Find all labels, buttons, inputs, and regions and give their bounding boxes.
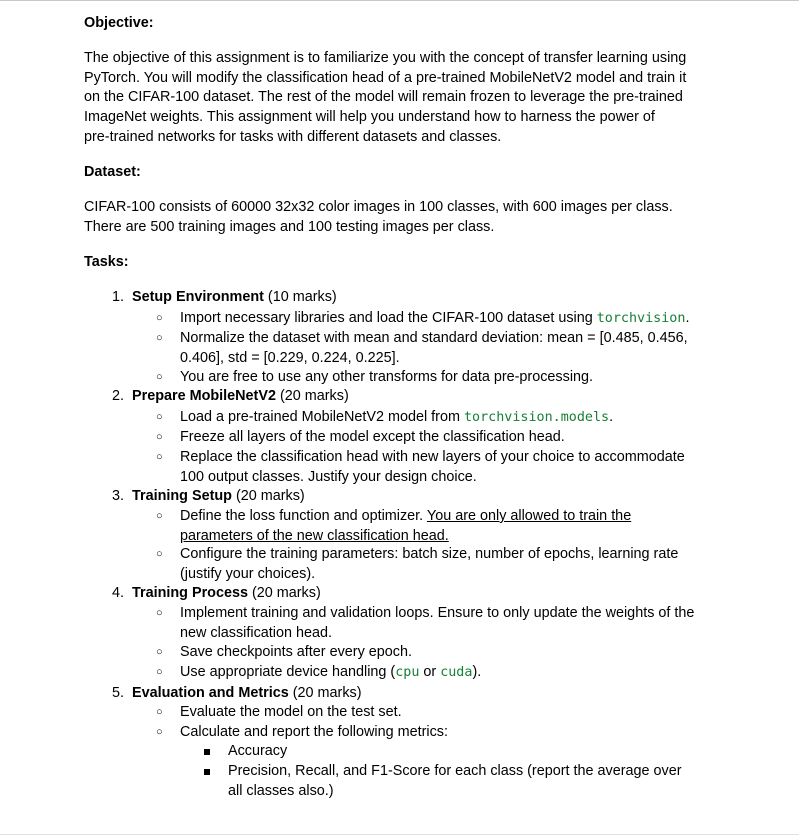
metric-text: all classes also.): [228, 783, 334, 799]
subtask-text: ).: [472, 664, 482, 680]
subtask-text: Load a pre-trained MobileNetV2 model from: [180, 409, 464, 425]
subtask-text: 100 output classes. Justify your design choice.: [180, 469, 477, 485]
top-divider: [0, 0, 799, 1]
subtask-text: .: [685, 310, 690, 326]
subtask-text: new classification head.: [180, 625, 332, 641]
objective-line: pre-trained networks for tasks with different datasets and classes.: [84, 129, 502, 145]
hollow-bullet-icon: ○: [156, 411, 163, 423]
task-marks: (20 marks): [275, 388, 349, 404]
subtask-text: .: [609, 409, 614, 425]
subtask-text: Define the loss function and optimizer.: [180, 508, 427, 524]
objective-line: ImageNet weights. This assignment will help you understand how to harness the power of: [84, 109, 655, 125]
subtask-text: Configure the training parameters: batch size, number of epochs, learning rate: [180, 546, 679, 562]
task-marks: (20 marks): [288, 685, 362, 701]
task-title: Setup Environment: [132, 289, 264, 305]
subtask-text: Import necessary libraries and load the CIFAR-100 dataset using: [180, 310, 597, 326]
task-number: 5.: [111, 685, 124, 701]
dataset-line: There are 500 training images and 100 testing images per class.: [84, 219, 495, 235]
underlined-note: parameters of the new classification head.: [180, 528, 449, 544]
task-number: 3.: [111, 488, 124, 504]
task-marks: (20 marks): [247, 585, 321, 601]
task-title: Training Setup: [132, 488, 232, 504]
bottom-divider: [0, 834, 799, 835]
subtask-text: or: [419, 664, 441, 680]
task-title: Training Process: [132, 585, 248, 601]
hollow-bullet-icon: ○: [156, 607, 163, 619]
subtask-text: Save checkpoints after every epoch.: [180, 644, 412, 660]
dataset-heading: Dataset:: [84, 164, 141, 180]
hollow-bullet-icon: ○: [156, 371, 163, 383]
dataset-line: CIFAR-100 consists of 60000 32x32 color images in 100 classes, with 600 images per class.: [84, 199, 673, 215]
subtask-text: 0.406], std = [0.229, 0.224, 0.225].: [180, 350, 400, 366]
hollow-bullet-icon: ○: [156, 706, 163, 718]
hollow-bullet-icon: ○: [156, 312, 163, 324]
task-marks: (10 marks): [263, 289, 337, 305]
subtask-text: Replace the classification head with new layers of your choice to accommodate: [180, 449, 685, 465]
hollow-bullet-icon: ○: [156, 726, 163, 738]
task-marks: (20 marks): [231, 488, 305, 504]
subtask-text: Calculate and report the following metrics:: [180, 724, 448, 740]
subtask-text: Normalize the dataset with mean and standard deviation: mean = [0.485, 0.456,: [180, 330, 688, 346]
subtask-text: (justify your choices).: [180, 566, 316, 582]
underlined-note: You are only allowed to train the: [426, 508, 632, 524]
objective-line: The objective of this assignment is to familiarize you with the concept of transfer learning using: [84, 50, 687, 66]
task-number: 4.: [111, 585, 124, 601]
objective-line: PyTorch. You will modify the classification head of a pre-trained MobileNetV2 model and train it: [84, 70, 687, 86]
task-number: 1.: [111, 289, 124, 305]
code-cuda: cuda: [440, 665, 473, 680]
code-torchvision: torchvision: [596, 311, 686, 326]
code-torchvision-models: torchvision.models: [463, 410, 610, 425]
hollow-bullet-icon: ○: [156, 510, 163, 522]
subtask-text: You are free to use any other transforms for data pre-processing.: [180, 369, 594, 385]
task-number: 2.: [111, 388, 124, 404]
square-bullet-icon: [204, 749, 210, 755]
task-title: Evaluation and Metrics: [132, 685, 289, 701]
square-bullet-icon: [204, 769, 210, 775]
task-title: Prepare MobileNetV2: [132, 388, 276, 404]
hollow-bullet-icon: ○: [156, 666, 163, 678]
subtask-text: Evaluate the model on the test set.: [180, 704, 402, 720]
hollow-bullet-icon: ○: [156, 451, 163, 463]
subtask-text: Implement training and validation loops. Ensure to only update the weights of the: [180, 605, 695, 621]
objective-line: on the CIFAR-100 dataset. The rest of the model will remain frozen to leverage the pre-trained: [84, 89, 683, 105]
subtask-text: Use appropriate device handling (: [180, 664, 396, 680]
metric-text: Precision, Recall, and F1-Score for each class (report the average over: [228, 763, 682, 779]
metric-text: Accuracy: [228, 743, 288, 759]
hollow-bullet-icon: ○: [156, 646, 163, 658]
hollow-bullet-icon: ○: [156, 548, 163, 560]
hollow-bullet-icon: ○: [156, 431, 163, 443]
tasks-heading: Tasks:: [84, 254, 129, 270]
hollow-bullet-icon: ○: [156, 332, 163, 344]
code-cpu: cpu: [395, 665, 420, 680]
subtask-text: Freeze all layers of the model except the classification head.: [180, 429, 565, 445]
objective-heading: Objective:: [84, 15, 154, 31]
